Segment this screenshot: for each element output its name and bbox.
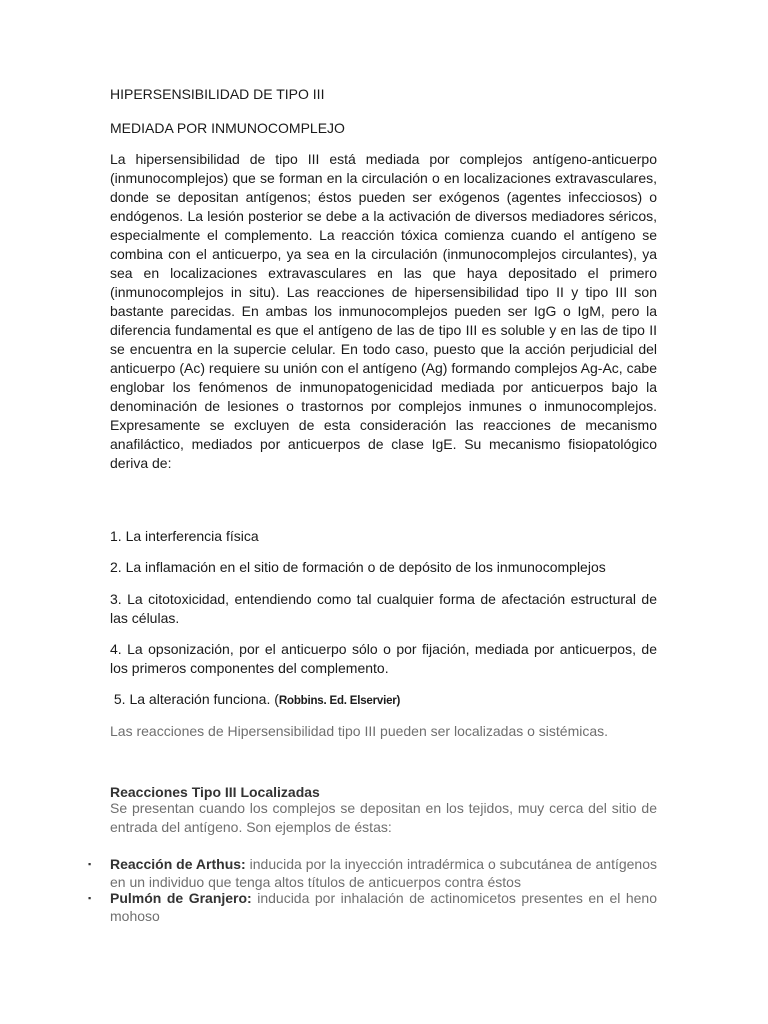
mechanism-item-3: 3. La citotoxicidad, entendiendo como tal cualquier forma de afectación estructural de las células. <box>110 591 657 626</box>
local-section-heading: Reacciones Tipo III Localizadas <box>110 784 320 800</box>
mechanism-item-5 <box>110 690 657 711</box>
example-description: inducida por inhalación de actinomicetos presentes en el heno mohoso <box>110 890 658 924</box>
list-item-text <box>110 855 657 891</box>
mechanism-item-2: 2. La inflamación en el sitio de formación o de depósito de los inmunocomplejos <box>110 559 606 575</box>
example-description: inducida por la inyección intradérmica o subcutánea de antígenos en un individuo que tenga altos títulos de anticuerpos contra éstos <box>110 856 657 890</box>
mechanism-item-1: 1. La interferencia física <box>110 528 259 544</box>
localization-note: Las reacciones de Hipersensibilidad tipo III pueden ser localizadas o sistémicas. <box>110 723 609 739</box>
bullet-icon: ▪ <box>88 893 92 903</box>
mechanism-item-4: 4. La opsonización, por el anticuerpo sólo o por fijación, mediada por anticuerpos, de los primeros componentes del complemento. <box>110 641 657 676</box>
bullet-icon: ▪ <box>88 859 92 869</box>
intro-paragraph: La hipersensibilidad de tipo III está mediada por complejos antígeno-anticuerpo (inmunocomplejos) que se forman en la circulación o en localizaciones extravasculares, donde se depositan antígenos; éstos pueden ser exógenos (agentes infecciosos) o endógenos. La lesión posterior se debe a la activación de diversos mediadores séricos, especialmente el complemento. La reacción tóxica comienza cuando el antígeno se combina con el anticuerpo, ya sea en la circulación (inmunocomplejos circulantes), ya sea en localizaciones extravasculares en las que haya depositado el primero (inmunocomplejos in situ). Las reacciones de hipersensibilidad tipo II y tipo III son bastante parecidas. En ambas los inmunocomplejos pueden ser IgG o IgM, pero la diferencia fundamental es que el antígeno de las de tipo III es soluble y en las de tipo II se encuentra en la supercie celular. En todo caso, puesto que la acción perjudicial del anticuerpo (Ac) requiere su unión con el antígeno (Ag) formando complejos Ag-Ac, cabe englobar los fenómenos de inmunopatogenicidad mediada por anticuerpos bajo la denominación de lesiones o trastornos por complejos inmunes o inmunocomplejos. Expresamente se excluyen de esta consideración las reacciones de mecanismo anafiláctico, mediados por anticuerpos de clase IgE. Su mecanismo fisiopatológico deriva de: <box>110 151 657 471</box>
list-item-text <box>110 889 657 925</box>
list-item <box>88 889 657 925</box>
example-term: Reacción de Arthus: <box>110 856 246 872</box>
local-section-intro: Se presentan cuando los complejos se depositan en los tejidos, muy cerca del sitio de entrada del antígeno. Son ejemplos de éstas: <box>110 800 657 835</box>
document-subtitle: MEDIADA POR INMUNOCOMPLEJO <box>110 120 345 136</box>
mechanism-item-5-text: 5. La alteración funciona. ( <box>110 691 279 707</box>
example-term: Pulmón de Granjero: <box>110 890 252 906</box>
citation: Robbins. Ed. Elservier) <box>278 695 401 707</box>
document-title: HIPERSENSIBILIDAD DE TIPO III <box>110 86 325 102</box>
list-item <box>88 855 657 891</box>
